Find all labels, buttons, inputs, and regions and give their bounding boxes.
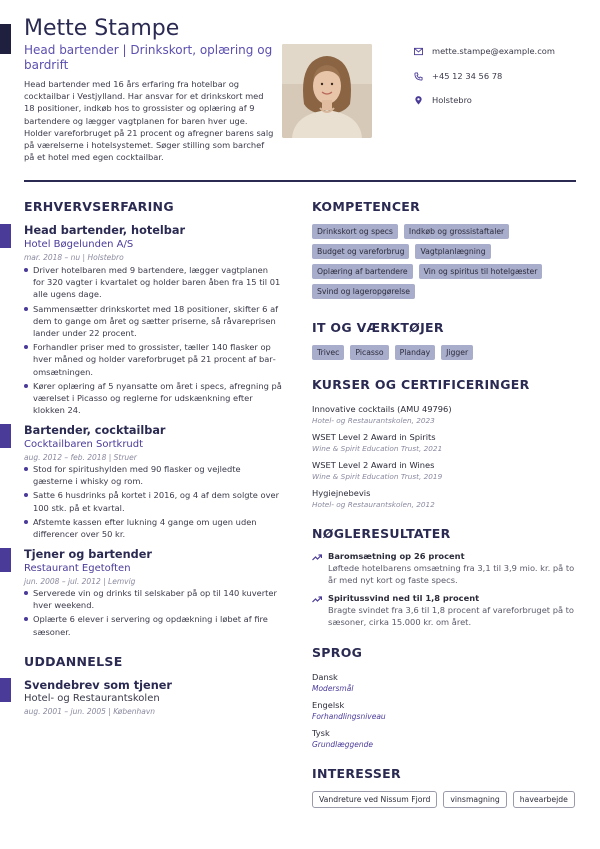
interest-tag: Vandreture ved Nissum Fjord	[312, 791, 437, 808]
job-bullets	[24, 587, 282, 640]
job-company: Cocktailbaren Sortkrudt	[24, 439, 144, 450]
certification-name: Innovative cocktails (AMU 49796)	[312, 404, 452, 414]
contact-phone-text: +45 12 34 56 78	[432, 71, 503, 81]
language-item	[312, 672, 353, 693]
school-name: Hotel- og Restaurantskolen	[24, 693, 160, 704]
competencies-heading: KOMPETENCER	[312, 199, 421, 214]
interests-tags	[312, 791, 576, 808]
competency-tag: Indkøb og grossistaftaler	[404, 224, 509, 239]
result-item	[312, 593, 576, 628]
contact-email-text: mette.stampe@example.com	[432, 46, 555, 56]
job-meta: mar. 2018 – nu | Holstebro	[24, 253, 124, 262]
list-item: Serverede vin og drinks til selskaber på op til 140 kuverter hver weekend.	[24, 587, 282, 611]
competency-tag: Svind og lageropgørelse	[312, 284, 415, 299]
language-level: Forhandlingsniveau	[312, 712, 386, 721]
job-title: Head bartender, hotelbar	[24, 224, 186, 237]
language-item	[312, 700, 386, 721]
job-accent-bar	[0, 548, 11, 572]
certification-item	[312, 432, 442, 453]
header-accent-bar	[0, 24, 11, 54]
list-item: Oplærte 6 elever i servering og opdækning i løbet af fire sæsoner.	[24, 613, 282, 637]
mail-icon	[414, 47, 423, 56]
job-meta: aug. 2012 – feb. 2018 | Struer	[24, 453, 137, 462]
competency-tag: Vagtplanlægning	[415, 244, 490, 259]
profile-photo	[282, 44, 372, 138]
contact-email[interactable]	[414, 46, 555, 56]
certification-source: Wine & Spirit Education Trust, 2019	[312, 472, 443, 481]
tool-tag: Picasso	[350, 345, 388, 360]
language-name: Engelsk	[312, 700, 345, 710]
trend-up-icon	[312, 552, 322, 562]
result-text: Løftede hotelbarens omsætning fra 3,1 til 3,9 mio. kr. på to år med nyt kort og faste specs.	[328, 563, 575, 586]
tool-tag: Planday	[395, 345, 436, 360]
job-title: Bartender, cocktailbar	[24, 424, 166, 437]
competency-tag: Vin og spiritus til hotelgæster	[419, 264, 543, 279]
courses-heading: KURSER OG CERTIFICERINGER	[312, 377, 530, 392]
certification-source: Wine & Spirit Education Trust, 2021	[312, 444, 443, 453]
competencies-tags	[312, 224, 576, 299]
candidate-subtitle: Head bartender | Drinkskort, oplæring og bardrift	[24, 43, 273, 72]
certification-name: Hygiejnebevis	[312, 488, 371, 498]
certification-item	[312, 488, 435, 509]
job-accent-bar	[0, 424, 11, 448]
job-accent-bar	[0, 224, 11, 248]
education-accent-bar	[0, 678, 11, 702]
tool-tag: Jigger	[441, 345, 473, 360]
competency-tag: Drinkskort og specs	[312, 224, 398, 239]
list-item: Kører oplæring af 5 nyansatte om året i specs, afregning på værelset i Picasso og reglerne for udskænkning efter klokken 24.	[24, 380, 282, 417]
education-meta: aug. 2001 – jun. 2005 | København	[24, 707, 156, 716]
list-item: Sammensætter drinkskortet med 18 positioner, skifter 6 af dem to gange om året og sætter priserne, så råvareprisen lander under 22 procent.	[24, 303, 282, 340]
tools-heading: IT OG VÆRKTØJER	[312, 320, 444, 335]
competency-tag: Oplæring af bartendere	[312, 264, 413, 279]
competency-tag: Budget og vareforbrug	[312, 244, 409, 259]
job-company: Hotel Bøgelunden A/S	[24, 239, 134, 250]
interests-heading: INTERESSER	[312, 766, 401, 781]
languages-heading: SPROG	[312, 645, 363, 660]
candidate-name: Mette Stampe	[24, 16, 180, 41]
result-item	[312, 551, 576, 586]
certification-name: WSET Level 2 Award in Spirits	[312, 432, 436, 442]
result-text: Bragte svindet fra 3,6 til 1,8 procent af vareforbruget på to sæsoner, cirka 15.000 kr. om året.	[328, 605, 575, 628]
certification-source: Hotel- og Restaurantskolen, 2012	[312, 500, 435, 509]
job-meta: jun. 2008 – jul. 2012 | Lemvig	[24, 577, 136, 586]
language-name: Tysk	[312, 728, 330, 738]
job-bullets	[24, 463, 282, 542]
job-title: Tjener og bartender	[24, 548, 152, 561]
list-item: Satte 6 husdrinks på kortet i 2016, og 4 af dem solgte over 100 stk. på et kvartal.	[24, 489, 282, 513]
tool-tag: Trivec	[312, 345, 344, 360]
interest-tag: havearbejde	[513, 791, 575, 808]
language-level: Modersmål	[312, 684, 354, 693]
header-divider	[24, 180, 576, 182]
result-title: Spiritussvind ned til 1,8 procent	[328, 593, 480, 603]
tools-tags	[312, 345, 576, 360]
list-item: Forhandler priser med to grossister, tæller 140 flasker op hver måned og holder vareforbruget på 21 procent af baromsætningen.	[24, 341, 282, 378]
interest-tag: vinsmagning	[443, 791, 506, 808]
list-item: Stod for spiritushylden med 90 flasker og vejledte gæsterne i whisky og rom.	[24, 463, 282, 487]
profile-summary: Head bartender med 16 års erfaring fra hotelbar og cocktailbar i Vestjylland. Har ansvar for et drinkskort med 18 positioner, indkøb hos to grossister og oplæring af 9 bartendere og lægger vagtplanen for baren hver uge. Holder vareforbruget på 21 procent og afregner barens salg på værelserne i hotelsystemet. Søger stilling som barchef på et hotel med egen cocktailbar.	[24, 79, 274, 163]
job-company: Restaurant Egetoften	[24, 563, 131, 574]
language-level: Grundlæggende	[312, 740, 373, 749]
phone-icon	[414, 72, 423, 81]
language-item	[312, 728, 373, 749]
contact-location	[414, 95, 472, 105]
job-bullets	[24, 264, 282, 418]
results-heading: NØGLERESULTATER	[312, 526, 451, 541]
contact-phone[interactable]	[414, 71, 502, 81]
contact-location-text: Holstebro	[432, 95, 472, 105]
certification-item	[312, 404, 452, 425]
list-item: Driver hotelbaren med 9 bartendere, lægger vagtplanen for 320 vagter i kvartalet og holder baren åben fra 15 til 01 alle ugens dage.	[24, 264, 282, 301]
certification-name: WSET Level 2 Award in Wines	[312, 460, 435, 470]
education-heading: UDDANNELSE	[24, 654, 123, 669]
language-name: Dansk	[312, 672, 338, 682]
trend-up-icon	[312, 594, 322, 604]
result-title: Baromsætning op 26 procent	[328, 551, 465, 561]
map-pin-icon	[414, 96, 423, 105]
list-item: Afstemte kassen efter lukning 4 gange om ugen uden differencer over 50 kr.	[24, 516, 282, 540]
certification-source: Hotel- og Restaurantskolen, 2023	[312, 416, 435, 425]
experience-heading: ERHVERVSERFARING	[24, 199, 174, 214]
degree-title: Svendebrev som tjener	[24, 679, 172, 692]
certification-item	[312, 460, 442, 481]
